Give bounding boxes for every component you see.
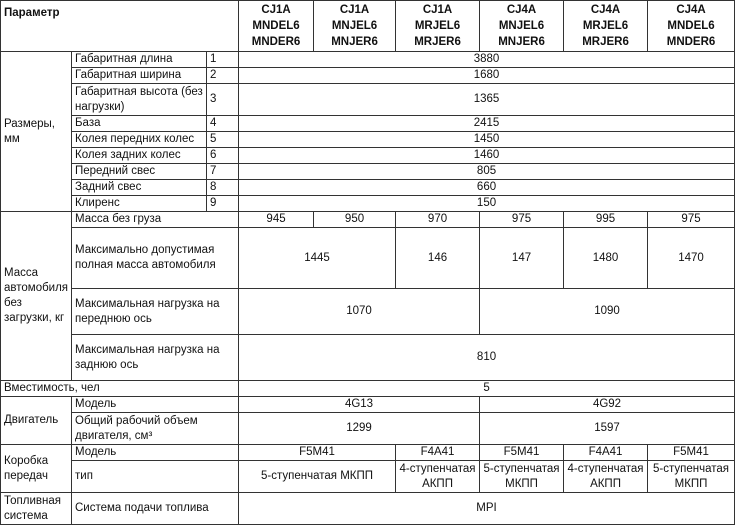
row-num: 3 — [207, 84, 239, 116]
row-num: 5 — [207, 132, 239, 148]
cell-value: 4G92 — [480, 397, 735, 413]
row-label: Колея передних колес — [72, 132, 207, 148]
row-value: 1460 — [239, 148, 735, 164]
row-label: Вместимость, чел — [1, 381, 239, 397]
cell-value: 975 — [480, 212, 564, 228]
row-value: 1680 — [239, 68, 735, 84]
table-row — [1, 381, 735, 397]
cell-value: 5-ступенчатая МКПП — [648, 461, 735, 493]
row-value: 805 — [239, 164, 735, 180]
row-label: Масса без груза — [72, 212, 239, 228]
cell-value: 4-ступенчатая АКПП — [564, 461, 648, 493]
header-row — [1, 1, 735, 52]
table-row — [1, 116, 735, 132]
model-header: CJ4A MNJEL6 MNJER6 — [480, 1, 564, 52]
cell-value: F5M41 — [480, 445, 564, 461]
row-label: Клиренс — [72, 196, 207, 212]
table-row — [1, 52, 735, 68]
row-label: Колея задних колес — [72, 148, 207, 164]
table-row — [1, 461, 735, 493]
table-row — [1, 289, 735, 335]
row-label: База — [72, 116, 207, 132]
table-row — [1, 335, 735, 381]
table-row — [1, 228, 735, 289]
row-label: Максимальная нагрузка на заднюю ось — [72, 335, 239, 381]
cell-value: 975 — [648, 212, 735, 228]
cell-value: 1597 — [480, 413, 735, 445]
cell-value: F5M41 — [239, 445, 396, 461]
table-row — [1, 148, 735, 164]
cell-value: 1070 — [239, 289, 480, 335]
param-header: Параметр — [1, 1, 239, 52]
row-label: тип — [72, 461, 239, 493]
row-label: Система подачи топлива — [72, 493, 239, 525]
cell-value: 5 — [239, 381, 735, 397]
table-row — [1, 445, 735, 461]
model-header: CJ1A MNDEL6 MNDER6 — [239, 1, 314, 52]
table-row — [1, 132, 735, 148]
row-num: 1 — [207, 52, 239, 68]
row-num: 2 — [207, 68, 239, 84]
cell-value: 1445 — [239, 228, 396, 289]
table-row — [1, 164, 735, 180]
row-label: Габаритная длина — [72, 52, 207, 68]
row-num: 7 — [207, 164, 239, 180]
group-sizes: Размеры, мм — [1, 52, 72, 212]
model-header: CJ1A MRJEL6 MRJER6 — [396, 1, 480, 52]
group-fuel: Топливная система — [1, 493, 72, 525]
cell-value: 1299 — [239, 413, 480, 445]
cell-value: MPI — [239, 493, 735, 525]
cell-value: 4G13 — [239, 397, 480, 413]
cell-value: 1470 — [648, 228, 735, 289]
cell-value: 4-ступенчатая АКПП — [396, 461, 480, 493]
cell-value: 945 — [239, 212, 314, 228]
model-header: CJ4A MRJEL6 MRJER6 — [564, 1, 648, 52]
group-engine: Двигатель — [1, 397, 72, 445]
row-value: 1450 — [239, 132, 735, 148]
cell-value: 1480 — [564, 228, 648, 289]
row-label: Передний свес — [72, 164, 207, 180]
row-value: 150 — [239, 196, 735, 212]
row-label: Общий рабочий объем двигателя, см³ — [72, 413, 239, 445]
cell-value: 5-ступенчатая МКПП — [239, 461, 396, 493]
cell-value: 147 — [480, 228, 564, 289]
row-label: Задний свес — [72, 180, 207, 196]
model-header: CJ1A MNJEL6 MNJER6 — [314, 1, 396, 52]
table-row — [1, 196, 735, 212]
row-num: 8 — [207, 180, 239, 196]
row-value: 2415 — [239, 116, 735, 132]
cell-value: 950 — [314, 212, 396, 228]
cell-value: 5-ступенчатая МКПП — [480, 461, 564, 493]
table-row — [1, 493, 735, 525]
cell-value: 146 — [396, 228, 480, 289]
row-value: 660 — [239, 180, 735, 196]
row-value: 3880 — [239, 52, 735, 68]
row-label: Максимальная нагрузка на переднюю ось — [72, 289, 239, 335]
row-label: Модель — [72, 397, 239, 413]
row-num: 6 — [207, 148, 239, 164]
row-label: Габаритная ширина — [72, 68, 207, 84]
table-row — [1, 413, 735, 445]
cell-value: 1090 — [480, 289, 735, 335]
cell-value: F5M41 — [648, 445, 735, 461]
table-row — [1, 212, 735, 228]
cell-value: 970 — [396, 212, 480, 228]
row-num: 9 — [207, 196, 239, 212]
row-label: Модель — [72, 445, 239, 461]
row-label: Габаритная высота (без нагрузки) — [72, 84, 207, 116]
row-label: Максимально допустимая полная масса автомобиля — [72, 228, 239, 289]
cell-value: 995 — [564, 212, 648, 228]
table-row — [1, 68, 735, 84]
table-row — [1, 84, 735, 116]
group-gearbox: Коробка передач — [1, 445, 72, 493]
table-row — [1, 180, 735, 196]
cell-value: 810 — [239, 335, 735, 381]
row-num: 4 — [207, 116, 239, 132]
cell-value: F4A41 — [396, 445, 480, 461]
table-row — [1, 397, 735, 413]
group-mass: Масса автомобиля без загрузки, кг — [1, 212, 72, 381]
row-value: 1365 — [239, 84, 735, 116]
model-header: CJ4A MNDEL6 MNDER6 — [648, 1, 735, 52]
cell-value: F4A41 — [564, 445, 648, 461]
